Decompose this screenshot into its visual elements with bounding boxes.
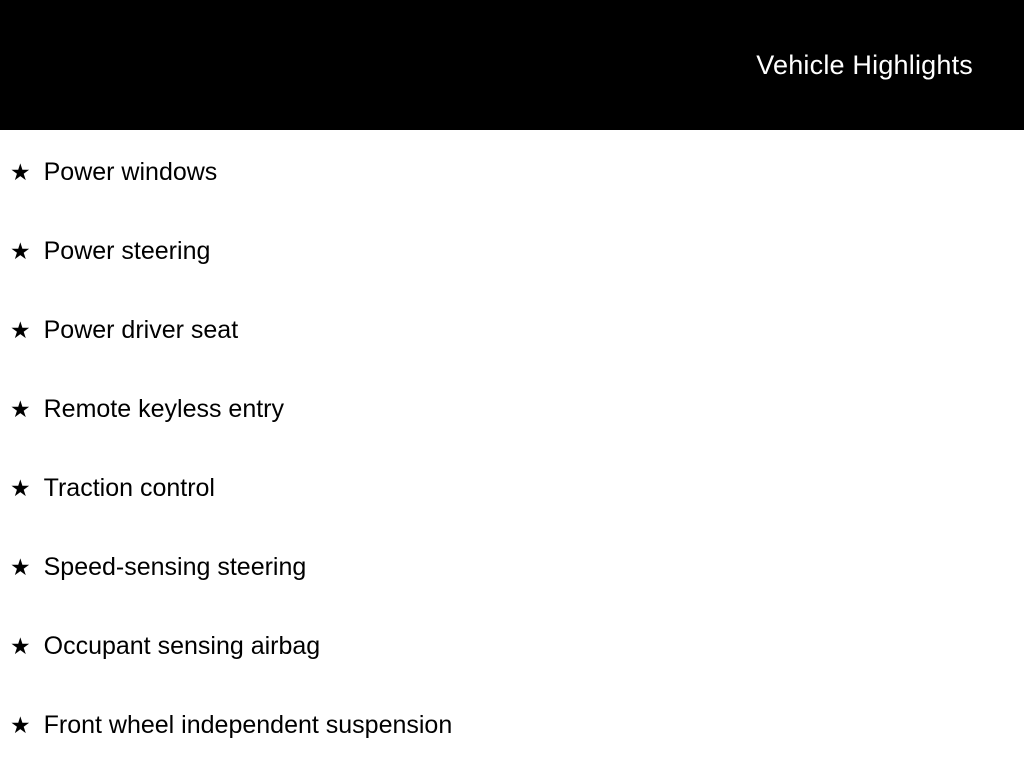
list-item [0, 449, 1024, 528]
feature-label: Speed-sensing steering [43, 553, 307, 581]
list-item [0, 133, 1024, 212]
star-icon: ★ [10, 159, 31, 185]
feature-label: Power windows [43, 158, 218, 186]
star-icon: ★ [10, 633, 31, 659]
list-item [0, 291, 1024, 370]
feature-label: Front wheel independent suspension [43, 711, 453, 739]
header-bar [0, 0, 1024, 130]
star-icon: ★ [10, 712, 31, 738]
feature-list [0, 130, 1024, 765]
star-icon: ★ [10, 475, 31, 501]
feature-label: Power driver seat [43, 316, 239, 344]
star-icon: ★ [10, 317, 31, 343]
feature-label: Remote keyless entry [43, 395, 284, 423]
star-icon: ★ [10, 238, 31, 264]
list-item [0, 370, 1024, 449]
feature-label: Traction control [43, 474, 215, 502]
list-item [0, 212, 1024, 291]
page-title: Vehicle Highlights [756, 49, 973, 80]
feature-label: Occupant sensing airbag [43, 632, 321, 660]
list-item [0, 607, 1024, 686]
list-item [0, 528, 1024, 607]
list-item [0, 686, 1024, 765]
star-icon: ★ [10, 396, 31, 422]
star-icon: ★ [10, 554, 31, 580]
feature-label: Power steering [43, 237, 211, 265]
